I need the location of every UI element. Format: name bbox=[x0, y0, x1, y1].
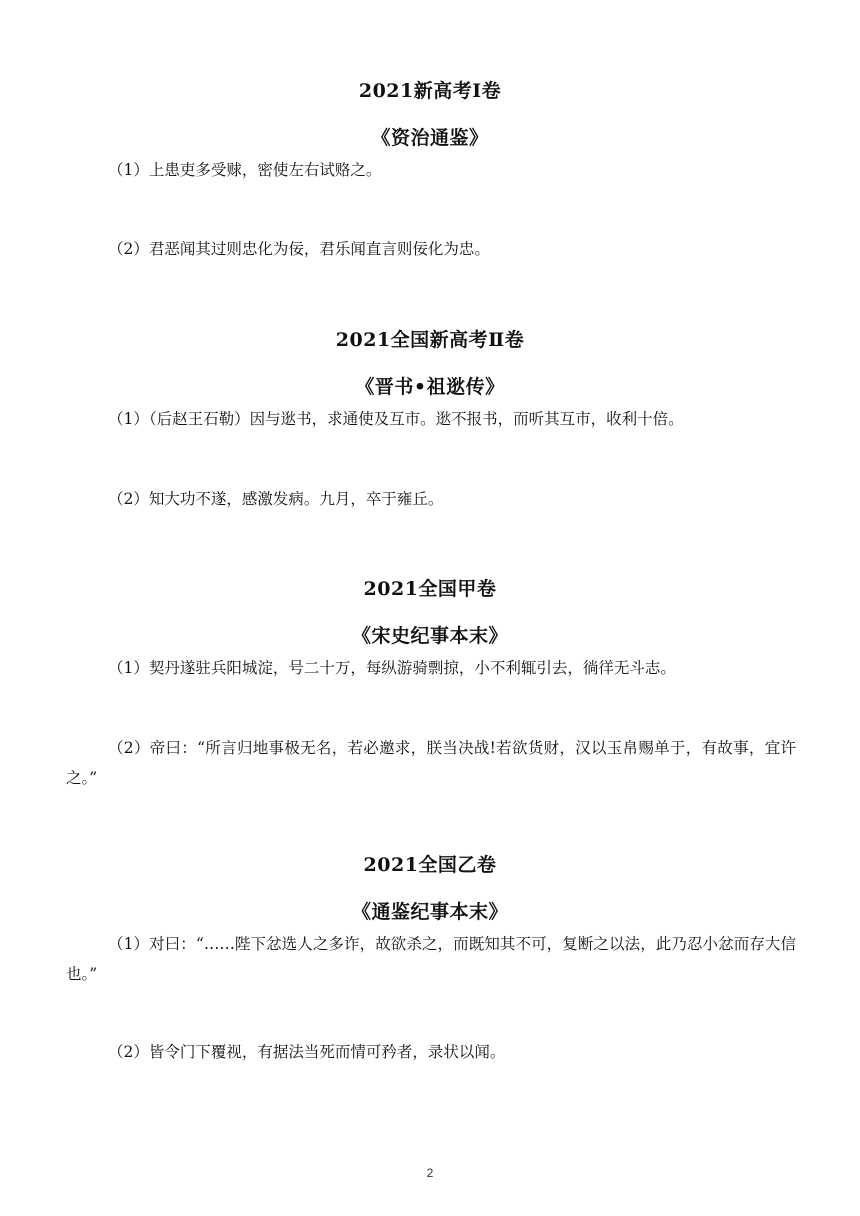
question-4-1: （1）对曰：“……陛下忿选人之多诈，故欲杀之，而既知其不可，复断之以法，此乃忍小忿而存大信也。” bbox=[66, 935, 796, 983]
question-4-2: （2）皆令门下覆视，有据法当死而情可矜者，录状以闻。 bbox=[108, 1043, 506, 1061]
book-title-4: 《通鉴纪事本末》 bbox=[351, 901, 508, 923]
question-2-2: （2）知大功不遂，感激发病。九月，卒于雍丘。 bbox=[108, 490, 444, 508]
exam-heading-1: 2021新高考Ⅰ卷 bbox=[358, 80, 502, 102]
page-number: 2 bbox=[426, 1166, 434, 1180]
exam-heading-4: 2021全国乙卷 bbox=[363, 854, 497, 876]
question-3-1: （1）契丹遂驻兵阳城淀，号二十万，每纵游骑剽掠，小不利辄引去，徜徉无斗志。 bbox=[108, 659, 676, 677]
book-title-1: 《资治通鉴》 bbox=[371, 127, 489, 149]
book-title-3: 《宋史纪事本末》 bbox=[351, 625, 508, 647]
question-2-1: （1）（后赵王石勒）因与逖书，求通使及互市。逖不报书，而听其互市，收利十倍。 bbox=[108, 410, 684, 428]
exam-heading-3: 2021全国甲卷 bbox=[363, 578, 497, 600]
book-title-2: 《晋书•祖逖传》 bbox=[355, 376, 505, 398]
question-3-2: （2）帝曰：“所言归地事极无名，若必邀求，朕当决战!若欲货财，汉以玉帛赐单于，有故事，宜许之。” bbox=[66, 739, 796, 787]
exam-heading-2: 2021全国新高考Ⅱ卷 bbox=[335, 329, 525, 351]
question-1-1: （1）上患吏多受赇，密使左右试赂之。 bbox=[108, 161, 382, 179]
question-1-2: （2）君恶闻其过则忠化为佞，君乐闻直言则佞化为忠。 bbox=[108, 240, 490, 258]
